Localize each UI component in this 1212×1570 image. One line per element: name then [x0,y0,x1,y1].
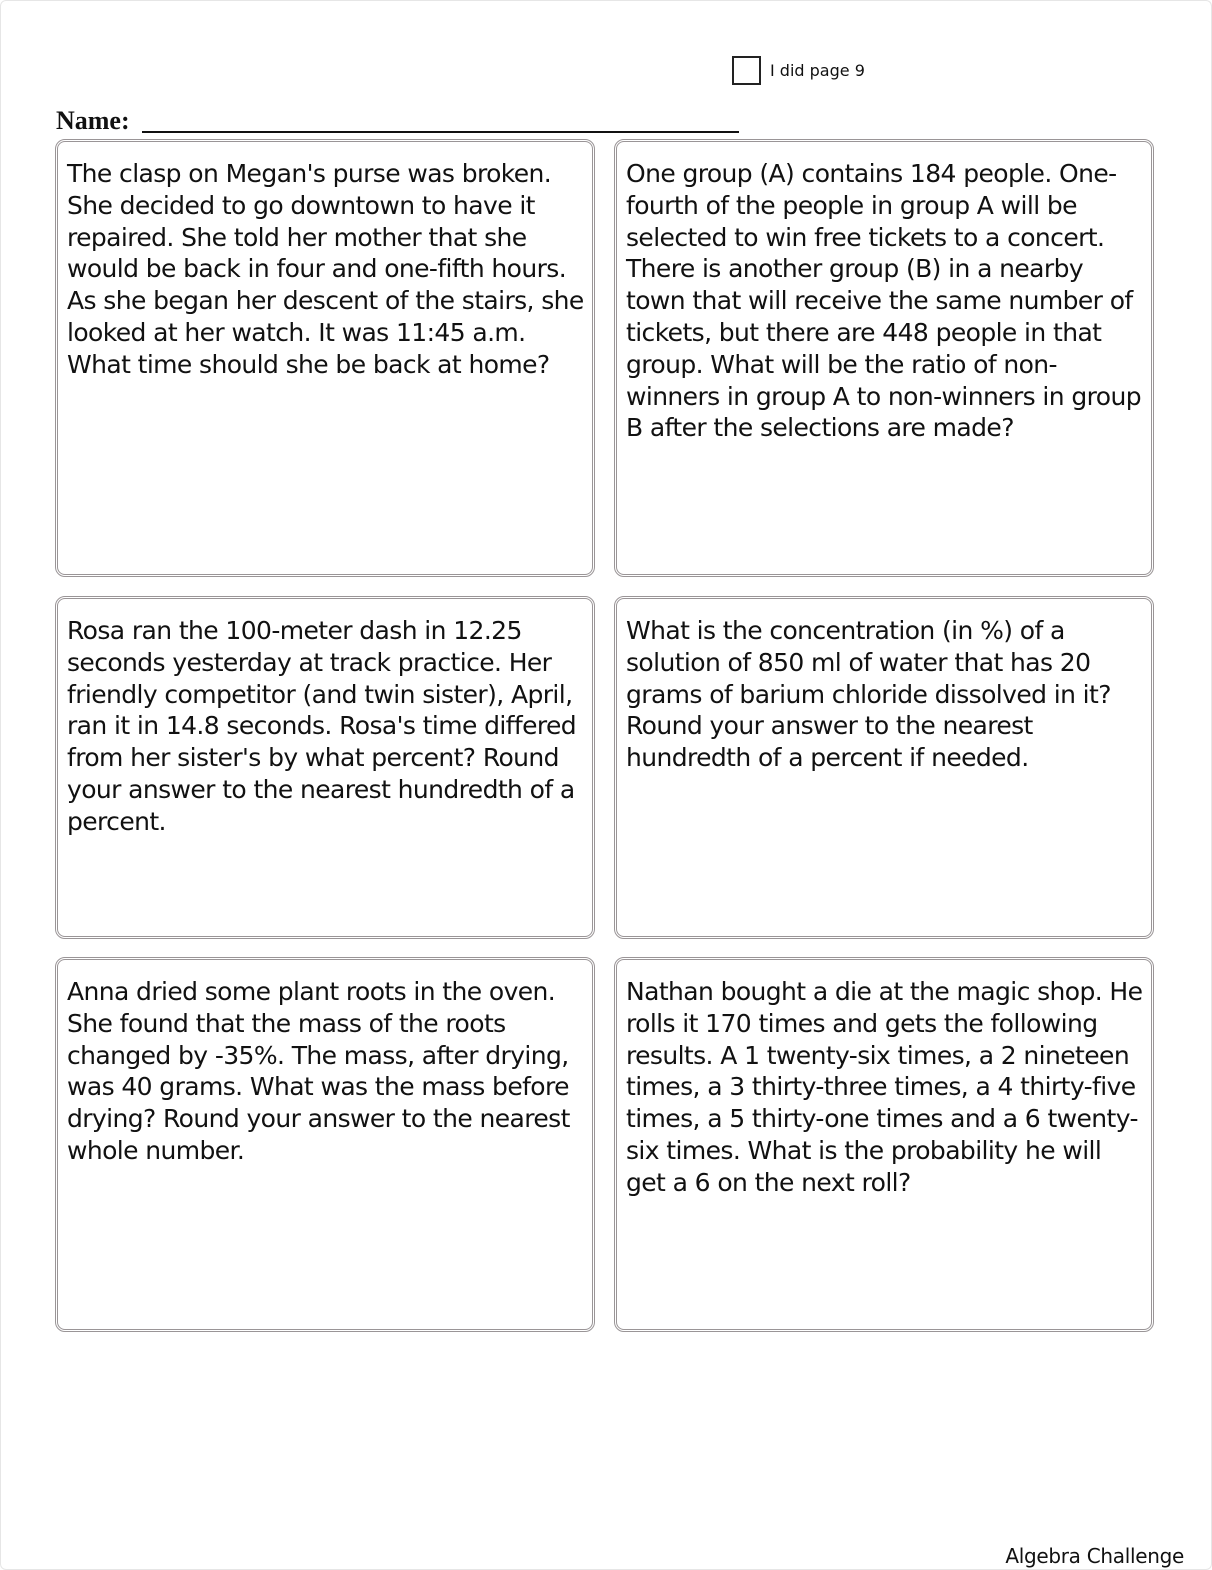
problem-card-2 [614,139,1154,577]
problem-card-3 [55,596,595,939]
problem-card-5 [55,957,595,1332]
problem-card-4 [614,596,1154,939]
problem-card-6 [614,957,1154,1332]
problem-text: The clasp on Megan's purse was broken. She decided to go downtown to have it repaired. She told her mother that she would be back in four and one-fifth hours. As she began her descent of the stairs, she looked at her watch. It was 11:45 a.m. What time should she be back at home? [67,159,584,379]
problem-text: What is the concentration (in %) of a solution of 850 ml of water that has 20 grams of barium chloride dissolved in it? Round your answer to the nearest hundredth of a percent if needed. [626,616,1111,773]
completion-checkbox-label: I did page 9 [770,61,865,80]
completion-checkbox[interactable] [732,56,761,85]
completion-checkbox-row [732,56,865,85]
name-input-line[interactable] [142,103,739,133]
name-field-row [56,103,739,136]
problem-text: Nathan bought a die at the magic shop. He rolls it 170 times and gets the following results. A 1 twenty-six times, a 2 nineteen times, a 3 thirty-three times, a 4 thirty-five times, a 5 thirty-one times and a 6 twenty-six times. What is the probability he will get a 6 on the next roll? [626,977,1143,1197]
problem-card-1 [55,139,595,577]
name-label: Name: [56,106,130,135]
footer-title: Algebra Challenge [1005,1544,1184,1568]
problem-text: Rosa ran the 100-meter dash in 12.25 seconds yesterday at track practice. Her friendly competitor (and twin sister), April, ran it in 14.8 seconds. Rosa's time differed from her sister's by what percent? Round your answer to the nearest hundredth of a percent. [67,616,577,836]
problem-text: Anna dried some plant roots in the oven. She found that the mass of the roots changed by -35%. The mass, after drying, was 40 grams. What was the mass before drying? Round your answer to the nearest whole number. [67,977,570,1165]
problem-text: One group (A) contains 184 people. One-fourth of the people in group A will be selected to win free tickets to a concert. There is another group (B) in a nearby town that will receive the same number of tickets, but there are 448 people in that group. What will be the ratio of non-winners in group A to non-winners in group B after the selections are made? [626,159,1141,443]
